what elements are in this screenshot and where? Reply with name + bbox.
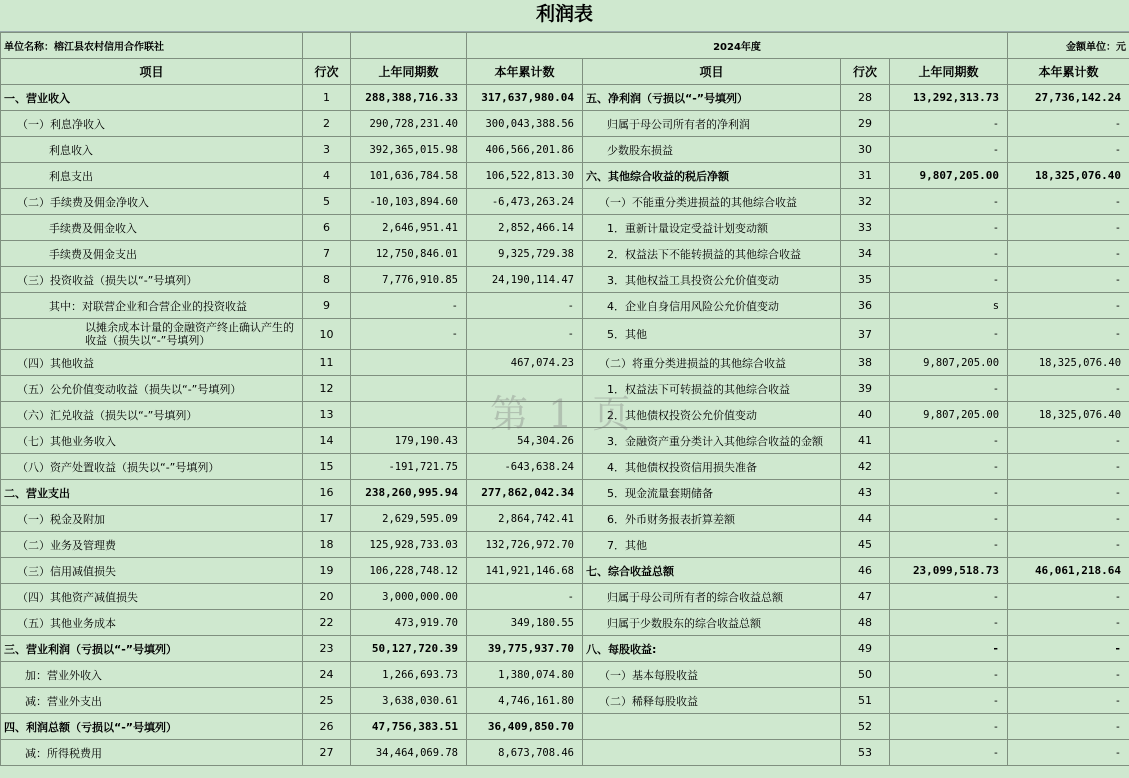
table-row <box>1 584 1129 610</box>
row-curr-amount: - <box>1008 636 1129 662</box>
row-prev-amount: 7,776,910.85 <box>351 267 467 293</box>
row-prev-amount: 9,807,205.00 <box>890 350 1008 376</box>
row-curr-amount: -6,473,263.24 <box>467 189 583 215</box>
row-item: 归属于少数股东的综合收益总额 <box>583 610 841 636</box>
row-line-number: 40 <box>841 402 890 428</box>
row-prev-amount: 101,636,784.58 <box>351 163 467 189</box>
table-row <box>1 350 1129 376</box>
row-line-number: 30 <box>841 137 890 163</box>
row-curr-amount <box>467 376 583 402</box>
row-prev-amount: - <box>890 428 1008 454</box>
row-line-number: 20 <box>303 584 351 610</box>
row-curr-amount: 106,522,813.30 <box>467 163 583 189</box>
row-prev-amount: - <box>890 267 1008 293</box>
report-title: 利润表 <box>0 0 1129 32</box>
row-curr-amount: 1,380,074.80 <box>467 662 583 688</box>
row-item: （一）税金及附加 <box>1 506 303 532</box>
row-item: （七）其他业务收入 <box>1 428 303 454</box>
row-line-number: 39 <box>841 376 890 402</box>
row-curr-amount: - <box>1008 480 1129 506</box>
row-prev-amount: 9,807,205.00 <box>890 402 1008 428</box>
row-curr-amount: 54,304.26 <box>467 428 583 454</box>
row-curr-amount: 132,726,972.70 <box>467 532 583 558</box>
row-line-number: 33 <box>841 215 890 241</box>
row-prev-amount: 288,388,716.33 <box>351 85 467 111</box>
row-prev-amount: - <box>890 319 1008 350</box>
row-item: 八、每股收益: <box>583 636 841 662</box>
row-curr-amount: - <box>467 584 583 610</box>
table-row <box>1 454 1129 480</box>
row-curr-amount: 2,864,742.41 <box>467 506 583 532</box>
row-curr-amount: 46,061,218.64 <box>1008 558 1129 584</box>
row-line-number: 6 <box>303 215 351 241</box>
row-item: 减：营业外支出 <box>1 688 303 714</box>
table-row <box>1 506 1129 532</box>
row-item: 手续费及佣金收入 <box>1 215 303 241</box>
row-curr-amount: 24,190,114.47 <box>467 267 583 293</box>
row-prev-amount: 106,228,748.12 <box>351 558 467 584</box>
row-line-number: 44 <box>841 506 890 532</box>
row-prev-amount: 50,127,720.39 <box>351 636 467 662</box>
table-row <box>1 662 1129 688</box>
row-line-number: 34 <box>841 241 890 267</box>
row-prev-amount: - <box>890 688 1008 714</box>
row-prev-amount: - <box>890 714 1008 740</box>
row-curr-amount: - <box>1008 428 1129 454</box>
row-line-number: 15 <box>303 454 351 480</box>
table-row <box>1 319 1129 350</box>
row-item: 5．其他 <box>583 319 841 350</box>
row-curr-amount: 9,325,729.38 <box>467 241 583 267</box>
row-prev-amount: - <box>890 636 1008 662</box>
row-line-number: 37 <box>841 319 890 350</box>
row-prev-amount: - <box>890 137 1008 163</box>
row-prev-amount: -10,103,894.60 <box>351 189 467 215</box>
row-item: （二）手续费及佣金净收入 <box>1 189 303 215</box>
row-line-number: 27 <box>303 740 351 766</box>
row-item: 归属于母公司所有者的净利润 <box>583 111 841 137</box>
row-item: 4．其他债权投资信用损失准备 <box>583 454 841 480</box>
table-row <box>1 480 1129 506</box>
row-line-number: 38 <box>841 350 890 376</box>
row-item: 手续费及佣金支出 <box>1 241 303 267</box>
row-curr-amount: 300,043,388.56 <box>467 111 583 137</box>
row-line-number: 24 <box>303 662 351 688</box>
table-row <box>1 688 1129 714</box>
row-curr-amount: - <box>1008 662 1129 688</box>
row-prev-amount: 179,190.43 <box>351 428 467 454</box>
row-item: （八）资产处置收益（损失以“-”号填列） <box>1 454 303 480</box>
row-prev-amount: 9,807,205.00 <box>890 163 1008 189</box>
row-line-number: 8 <box>303 267 351 293</box>
row-prev-amount: 3,638,030.61 <box>351 688 467 714</box>
amount-unit: 金额单位：元 <box>1008 33 1129 59</box>
row-curr-amount: 39,775,937.70 <box>467 636 583 662</box>
row-curr-amount: 18,325,076.40 <box>1008 350 1129 376</box>
row-curr-amount: - <box>1008 506 1129 532</box>
row-line-number: 32 <box>841 189 890 215</box>
header-item: 项目 <box>583 59 841 85</box>
table-row <box>1 558 1129 584</box>
row-curr-amount: 141,921,146.68 <box>467 558 583 584</box>
header-curr: 本年累计数 <box>467 59 583 85</box>
header-line: 行次 <box>303 59 351 85</box>
table-row <box>1 215 1129 241</box>
header-row <box>1 59 1129 85</box>
row-line-number: 48 <box>841 610 890 636</box>
row-prev-amount: - <box>890 111 1008 137</box>
row-curr-amount: - <box>1008 189 1129 215</box>
header-curr: 本年累计数 <box>1008 59 1129 85</box>
row-prev-amount: - <box>890 376 1008 402</box>
row-line-number: 51 <box>841 688 890 714</box>
row-prev-amount: - <box>890 584 1008 610</box>
row-line-number: 41 <box>841 428 890 454</box>
row-line-number: 12 <box>303 376 351 402</box>
row-line-number: 50 <box>841 662 890 688</box>
row-item: 五、净利润（亏损以“-”号填列） <box>583 85 841 111</box>
row-item: （四）其他资产减值损失 <box>1 584 303 610</box>
row-item: 4．企业自身信用风险公允价值变动 <box>583 293 841 319</box>
row-item: 加：营业外收入 <box>1 662 303 688</box>
row-line-number: 7 <box>303 241 351 267</box>
row-item: （三）投资收益（损失以“-”号填列） <box>1 267 303 293</box>
row-curr-amount: 4,746,161.80 <box>467 688 583 714</box>
row-prev-amount: 34,464,069.78 <box>351 740 467 766</box>
row-prev-amount: - <box>890 241 1008 267</box>
row-curr-amount: - <box>1008 714 1129 740</box>
row-item: （三）信用减值损失 <box>1 558 303 584</box>
row-curr-amount: 2,852,466.14 <box>467 215 583 241</box>
row-line-number: 25 <box>303 688 351 714</box>
row-prev-amount: - <box>351 293 467 319</box>
row-item: 一、营业收入 <box>1 85 303 111</box>
row-item: （一）不能重分类进损益的其他综合收益 <box>583 189 841 215</box>
row-prev-amount: - <box>890 610 1008 636</box>
row-curr-amount: - <box>1008 610 1129 636</box>
row-curr-amount: 349,180.55 <box>467 610 583 636</box>
row-prev-amount: 392,365,015.98 <box>351 137 467 163</box>
row-curr-amount: - <box>1008 688 1129 714</box>
row-prev-amount: - <box>890 532 1008 558</box>
header-item: 项目 <box>1 59 303 85</box>
row-curr-amount: - <box>1008 215 1129 241</box>
row-curr-amount: 277,862,042.34 <box>467 480 583 506</box>
row-curr-amount: - <box>1008 293 1129 319</box>
row-line-number: 46 <box>841 558 890 584</box>
row-prev-amount: 1,266,693.73 <box>351 662 467 688</box>
row-line-number: 9 <box>303 293 351 319</box>
row-curr-amount: 406,566,201.86 <box>467 137 583 163</box>
row-item: 1．权益法下可转损益的其他综合收益 <box>583 376 841 402</box>
income-statement-table <box>0 32 1129 766</box>
page-watermark: 第 1 页 <box>490 392 635 436</box>
row-prev-amount: - <box>890 454 1008 480</box>
row-item: 6．外币财务报表折算差额 <box>583 506 841 532</box>
row-line-number: 10 <box>303 319 351 350</box>
row-item: 六、其他综合收益的税后净额 <box>583 163 841 189</box>
table-row <box>1 241 1129 267</box>
row-line-number: 19 <box>303 558 351 584</box>
row-curr-amount: -643,638.24 <box>467 454 583 480</box>
row-curr-amount: - <box>1008 267 1129 293</box>
table-row <box>1 402 1129 428</box>
row-curr-amount: 18,325,076.40 <box>1008 402 1129 428</box>
row-line-number: 14 <box>303 428 351 454</box>
row-prev-amount <box>351 350 467 376</box>
row-item: 2．其他债权投资公允价值变动 <box>583 402 841 428</box>
row-item: 7．其他 <box>583 532 841 558</box>
row-line-number: 47 <box>841 584 890 610</box>
table-row <box>1 137 1129 163</box>
row-line-number: 28 <box>841 85 890 111</box>
row-item: （二）业务及管理费 <box>1 532 303 558</box>
row-curr-amount: - <box>1008 454 1129 480</box>
row-prev-amount: - <box>890 740 1008 766</box>
row-item: 3．其他权益工具投资公允价值变动 <box>583 267 841 293</box>
row-line-number: 29 <box>841 111 890 137</box>
row-item: 归属于母公司所有者的综合收益总额 <box>583 584 841 610</box>
row-prev-amount: 3,000,000.00 <box>351 584 467 610</box>
row-prev-amount: - <box>890 506 1008 532</box>
row-item: 2．权益法下不能转损益的其他综合收益 <box>583 241 841 267</box>
row-item: 利息收入 <box>1 137 303 163</box>
table-row <box>1 376 1129 402</box>
row-curr-amount: - <box>1008 740 1129 766</box>
row-prev-amount: - <box>890 215 1008 241</box>
row-prev-amount: 12,750,846.01 <box>351 241 467 267</box>
row-prev-amount: -191,721.75 <box>351 454 467 480</box>
row-curr-amount: 27,736,142.24 <box>1008 85 1129 111</box>
row-line-number: 26 <box>303 714 351 740</box>
row-prev-amount: - <box>890 189 1008 215</box>
row-line-number: 18 <box>303 532 351 558</box>
row-item <box>583 714 841 740</box>
row-item: 1．重新计量设定受益计划变动额 <box>583 215 841 241</box>
table-row <box>1 111 1129 137</box>
row-item: （二）将重分类进损益的其他综合收益 <box>583 350 841 376</box>
row-line-number: 11 <box>303 350 351 376</box>
table-row <box>1 610 1129 636</box>
row-line-number: 5 <box>303 189 351 215</box>
row-prev-amount: 290,728,231.40 <box>351 111 467 137</box>
row-item: 利息支出 <box>1 163 303 189</box>
row-item: 3．金融资产重分类计入其他综合收益的金额 <box>583 428 841 454</box>
row-item: （二）稀释每股收益 <box>583 688 841 714</box>
row-line-number: 13 <box>303 402 351 428</box>
row-curr-amount <box>467 402 583 428</box>
row-line-number: 52 <box>841 714 890 740</box>
row-line-number: 42 <box>841 454 890 480</box>
row-curr-amount: 36,409,850.70 <box>467 714 583 740</box>
row-curr-amount: 8,673,708.46 <box>467 740 583 766</box>
row-line-number: 2 <box>303 111 351 137</box>
row-curr-amount: - <box>1008 319 1129 350</box>
row-curr-amount: 317,637,980.04 <box>467 85 583 111</box>
row-line-number: 23 <box>303 636 351 662</box>
row-item: 其中：对联营企业和合营企业的投资收益 <box>1 293 303 319</box>
row-item: 减：所得税费用 <box>1 740 303 766</box>
row-curr-amount: - <box>1008 111 1129 137</box>
unit-name: 单位名称：榕江县农村信用合作联社 <box>1 33 303 59</box>
row-item: 三、营业利润（亏损以“-”号填列） <box>1 636 303 662</box>
row-prev-amount: 13,292,313.73 <box>890 85 1008 111</box>
table-row <box>1 740 1129 766</box>
row-curr-amount: - <box>467 319 583 350</box>
row-item: 5．现金流量套期储备 <box>583 480 841 506</box>
table-row <box>1 267 1129 293</box>
row-prev-amount: - <box>890 662 1008 688</box>
row-curr-amount: - <box>1008 584 1129 610</box>
row-prev-amount: s <box>890 293 1008 319</box>
table-row <box>1 428 1129 454</box>
report-period: 2024年度 <box>467 33 1008 59</box>
table-row <box>1 636 1129 662</box>
table-row <box>1 293 1129 319</box>
row-line-number: 3 <box>303 137 351 163</box>
header-prev: 上年同期数 <box>351 59 467 85</box>
header-line: 行次 <box>841 59 890 85</box>
row-prev-amount: 473,919.70 <box>351 610 467 636</box>
row-item: （五）公允价值变动收益（损失以“-”号填列） <box>1 376 303 402</box>
row-line-number: 36 <box>841 293 890 319</box>
row-line-number: 45 <box>841 532 890 558</box>
row-prev-amount: 23,099,518.73 <box>890 558 1008 584</box>
header-prev: 上年同期数 <box>890 59 1008 85</box>
table-row <box>1 163 1129 189</box>
row-line-number: 53 <box>841 740 890 766</box>
row-item: 四、利润总额（亏损以“-”号填列） <box>1 714 303 740</box>
row-prev-amount: - <box>890 480 1008 506</box>
row-prev-amount: 2,646,951.41 <box>351 215 467 241</box>
row-curr-amount: - <box>1008 241 1129 267</box>
row-prev-amount: - <box>351 319 467 350</box>
row-prev-amount: 238,260,995.94 <box>351 480 467 506</box>
row-curr-amount: - <box>1008 137 1129 163</box>
row-line-number: 16 <box>303 480 351 506</box>
table-row <box>1 85 1129 111</box>
row-prev-amount <box>351 376 467 402</box>
row-curr-amount: - <box>467 293 583 319</box>
row-item: 少数股东损益 <box>583 137 841 163</box>
row-item: （一）利息净收入 <box>1 111 303 137</box>
row-prev-amount: 2,629,595.09 <box>351 506 467 532</box>
row-item: （六）汇兑收益（损失以“-”号填列） <box>1 402 303 428</box>
row-line-number: 31 <box>841 163 890 189</box>
row-curr-amount: - <box>1008 532 1129 558</box>
row-curr-amount: 18,325,076.40 <box>1008 163 1129 189</box>
row-line-number: 1 <box>303 85 351 111</box>
row-line-number: 43 <box>841 480 890 506</box>
row-item: （五）其他业务成本 <box>1 610 303 636</box>
row-curr-amount: 467,074.23 <box>467 350 583 376</box>
row-line-number: 35 <box>841 267 890 293</box>
row-item <box>583 740 841 766</box>
row-line-number: 4 <box>303 163 351 189</box>
row-item: （四）其他收益 <box>1 350 303 376</box>
row-item: 二、营业支出 <box>1 480 303 506</box>
row-prev-amount: 47,756,383.51 <box>351 714 467 740</box>
row-item: （一）基本每股收益 <box>583 662 841 688</box>
row-line-number: 22 <box>303 610 351 636</box>
row-item: 以摊余成本计量的金融资产终止确认产生的收益（损失以“-”号填列） <box>1 319 303 350</box>
row-line-number: 49 <box>841 636 890 662</box>
row-item: 七、综合收益总额 <box>583 558 841 584</box>
table-row <box>1 532 1129 558</box>
table-row <box>1 714 1129 740</box>
info-row <box>1 33 1129 59</box>
table-row <box>1 189 1129 215</box>
row-prev-amount: 125,928,733.03 <box>351 532 467 558</box>
row-prev-amount <box>351 402 467 428</box>
row-line-number: 17 <box>303 506 351 532</box>
row-curr-amount: - <box>1008 376 1129 402</box>
